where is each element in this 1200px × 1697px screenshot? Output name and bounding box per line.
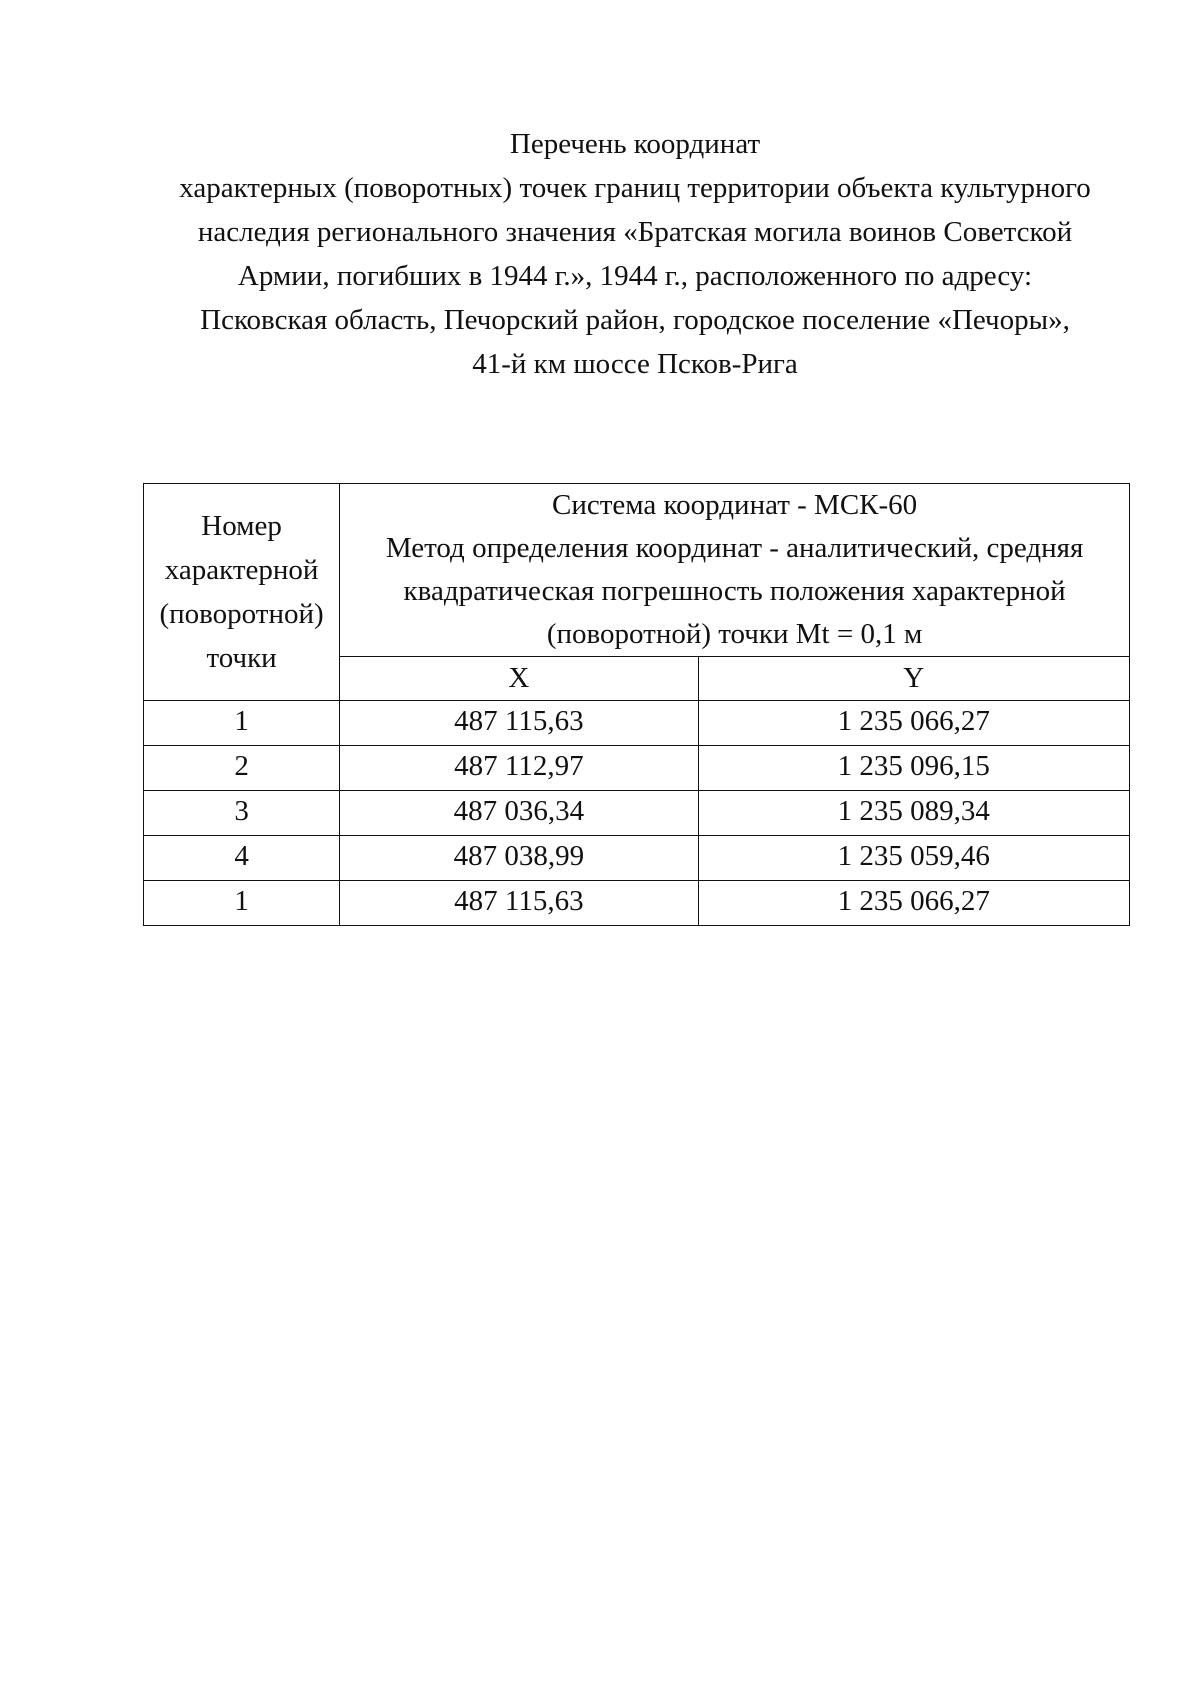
- y-value-cell: 1 235 059,46: [698, 836, 1129, 881]
- title-line-4: Армии, погибших в 1944 г.», 1944 г., расположенного по адресу:: [237, 260, 1033, 292]
- point-header-line-4: точки: [206, 642, 277, 674]
- point-number-cell: 4: [144, 836, 340, 881]
- x-value-cell: 487 115,63: [340, 881, 698, 926]
- system-header-line-1: Система координат - МСК-60: [552, 489, 918, 521]
- y-column-header: Y: [698, 657, 1129, 701]
- document-title: [130, 122, 1140, 386]
- coordinates-table: [143, 483, 1130, 926]
- point-header-line-1: Номер: [201, 510, 282, 542]
- table-row: [144, 701, 1130, 746]
- table-row: [144, 791, 1130, 836]
- point-number-cell: 1: [144, 701, 340, 746]
- title-line-3: наследия регионального значения «Братская могила воинов Советской: [197, 216, 1073, 248]
- point-number-cell: 1: [144, 881, 340, 926]
- y-value-cell: 1 235 066,27: [698, 701, 1129, 746]
- y-value-cell: 1 235 066,27: [698, 881, 1129, 926]
- table-row: [144, 746, 1130, 791]
- point-number-cell: 2: [144, 746, 340, 791]
- point-header-line-3: (поворотной): [159, 598, 324, 630]
- title-line-5: Псковская область, Печорский район, городское поселение «Печоры»,: [200, 304, 1070, 336]
- x-value-cell: 487 115,63: [340, 701, 698, 746]
- title-line-2: характерных (поворотных) точек границ территории объекта культурного: [179, 172, 1091, 204]
- point-number-header: [144, 484, 340, 701]
- point-number-cell: 3: [144, 791, 340, 836]
- point-header-line-2: характерной: [164, 554, 319, 586]
- x-value-cell: 487 112,97: [340, 746, 698, 791]
- table-row: [144, 881, 1130, 926]
- table-row: [144, 836, 1130, 881]
- y-value-cell: 1 235 096,15: [698, 746, 1129, 791]
- system-header-line-3: квадратическая погрешность положения характерной: [403, 575, 1066, 607]
- system-header-line-4: (поворотной) точки Mt = 0,1 м: [546, 618, 923, 650]
- coordinate-system-header: [340, 484, 1130, 657]
- system-header-line-2: Метод определения координат - аналитический, средняя: [385, 532, 1084, 564]
- x-value-cell: 487 036,34: [340, 791, 698, 836]
- x-column-header: X: [340, 657, 698, 701]
- title-line-1: Перечень координат: [509, 128, 761, 160]
- title-line-6: 41-й км шоссе Псков-Рига: [472, 348, 798, 380]
- x-value-cell: 487 038,99: [340, 836, 698, 881]
- y-value-cell: 1 235 089,34: [698, 791, 1129, 836]
- table-header-row: [144, 484, 1130, 657]
